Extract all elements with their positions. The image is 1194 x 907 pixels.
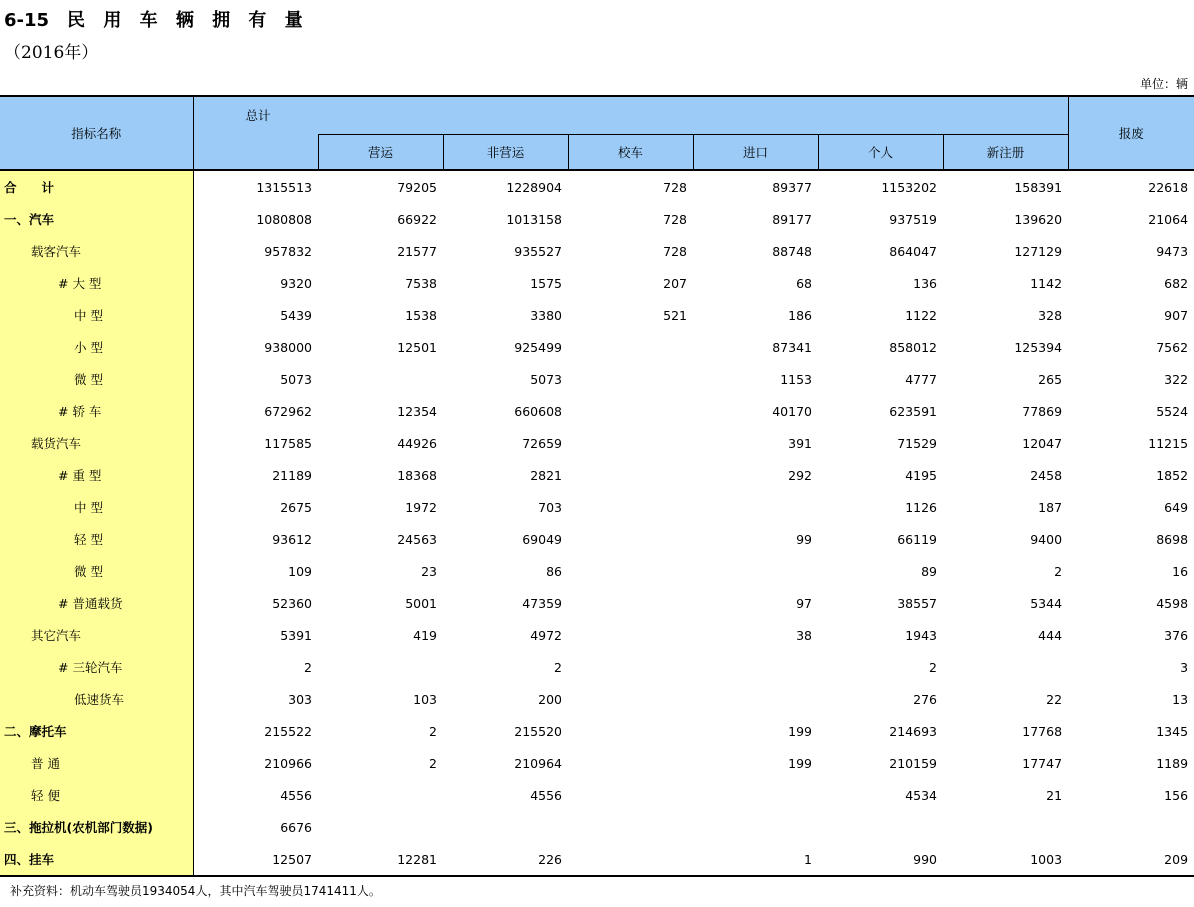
cell-value: 9473 bbox=[1156, 243, 1189, 259]
cell-value: 109 bbox=[288, 563, 312, 579]
cell-value: 276 bbox=[913, 691, 937, 707]
cell-value: 13 bbox=[1172, 691, 1189, 707]
cell-value: 6676 bbox=[280, 819, 312, 835]
cell-value: 4556 bbox=[280, 787, 312, 803]
cell-value: 4556 bbox=[530, 787, 562, 803]
footnote: 补充资料：机动车驾驶员1934054人，其中汽车驾驶员1741411人。 bbox=[10, 884, 381, 898]
table-row bbox=[0, 683, 1194, 715]
cell-value: 99 bbox=[796, 531, 812, 547]
table-row bbox=[0, 779, 1194, 811]
cell-value: 209 bbox=[1068, 843, 1194, 876]
cell-value: 199 bbox=[788, 755, 812, 771]
cell-value: 1575 bbox=[530, 275, 562, 291]
cell-value bbox=[693, 491, 818, 523]
row-label: 低速货车 bbox=[0, 683, 193, 715]
row-label: # 轿 车 bbox=[0, 395, 193, 427]
row-label: 载客汽车 bbox=[0, 235, 193, 267]
row-label: 微 型 bbox=[0, 555, 193, 587]
cell-value: 68 bbox=[796, 275, 812, 291]
table-subtitle: （2016年） bbox=[4, 43, 99, 63]
cell-value: 187 bbox=[1038, 499, 1063, 515]
table-row bbox=[0, 491, 1194, 523]
cell-value: 7562 bbox=[1156, 339, 1189, 355]
cell-value: 303 bbox=[288, 691, 312, 707]
cell-value: 186 bbox=[788, 307, 812, 323]
cell-value: 158391 bbox=[1014, 179, 1063, 195]
cell-value: 4598 bbox=[1156, 595, 1189, 611]
cell-value: 207 bbox=[663, 275, 687, 291]
cell-value bbox=[693, 683, 818, 715]
cell-value bbox=[568, 747, 693, 779]
cell-value bbox=[943, 651, 1068, 683]
cell-value: 22 bbox=[1046, 691, 1063, 707]
cell-value bbox=[568, 395, 693, 427]
cell-value bbox=[318, 779, 443, 811]
cell-value bbox=[568, 491, 693, 523]
cell-value: 2458 bbox=[1030, 467, 1063, 483]
cell-value bbox=[568, 363, 693, 395]
row-label: 一、汽车 bbox=[0, 203, 193, 235]
cell-value: 69049 bbox=[522, 531, 562, 547]
header-sub-col: 营运 bbox=[318, 134, 443, 170]
cell-value: 1153 bbox=[780, 371, 812, 387]
cell-value: 2 bbox=[929, 659, 937, 675]
row-label: 普 通 bbox=[0, 747, 193, 779]
cell-value: 376 bbox=[1164, 627, 1189, 643]
header-indicator-name: 指标名称 bbox=[0, 96, 193, 170]
cell-value: 214693 bbox=[889, 723, 937, 739]
cell-value: 1122 bbox=[905, 307, 937, 323]
cell-value bbox=[568, 459, 693, 491]
cell-value: 265 bbox=[1038, 371, 1063, 387]
cell-value: 703 bbox=[538, 499, 562, 515]
cell-value: 2 bbox=[304, 659, 312, 675]
table-row bbox=[0, 587, 1194, 619]
cell-value: 156 bbox=[1164, 787, 1189, 803]
cell-value: 2675 bbox=[280, 499, 312, 515]
cell-value: 328 bbox=[1038, 307, 1063, 323]
row-label: 其它汽车 bbox=[0, 619, 193, 651]
cell-value: 728 bbox=[663, 243, 687, 259]
table-header bbox=[0, 96, 1194, 170]
cell-value: 5439 bbox=[280, 307, 312, 323]
table-row bbox=[0, 427, 1194, 459]
cell-value: 22618 bbox=[1148, 179, 1189, 195]
cell-value: 21189 bbox=[272, 467, 312, 483]
cell-value: 66922 bbox=[397, 211, 437, 227]
row-label: 小 型 bbox=[0, 331, 193, 363]
cell-value: 4534 bbox=[905, 787, 937, 803]
row-label: 二、摩托车 bbox=[0, 715, 193, 747]
table-title bbox=[4, 6, 309, 32]
cell-value: 5524 bbox=[1156, 403, 1189, 419]
cell-value: 87341 bbox=[772, 339, 812, 355]
header-sub-col: 进口 bbox=[693, 134, 818, 170]
cell-value: 5073 bbox=[280, 371, 312, 387]
cell-value: 660608 bbox=[514, 403, 562, 419]
cell-value: 1228904 bbox=[506, 179, 562, 195]
cell-value bbox=[693, 651, 818, 683]
cell-value bbox=[693, 555, 818, 587]
row-label: # 重 型 bbox=[0, 459, 193, 491]
cell-value: 93612 bbox=[272, 531, 312, 547]
cell-value: 1126 bbox=[905, 499, 937, 515]
cell-value bbox=[568, 651, 693, 683]
cell-value: 907 bbox=[1164, 307, 1189, 323]
cell-value: 210964 bbox=[514, 755, 562, 771]
cell-value: 937519 bbox=[889, 211, 937, 227]
table-row bbox=[0, 235, 1194, 267]
table-row bbox=[0, 651, 1194, 683]
row-label: 轻 便 bbox=[0, 779, 193, 811]
cell-value: 12047 bbox=[1022, 435, 1063, 451]
cell-value: 89177 bbox=[772, 211, 812, 227]
row-label: # 三轮汽车 bbox=[0, 651, 193, 683]
cell-value: 1852 bbox=[1156, 467, 1189, 483]
table-number: 6-15 bbox=[4, 10, 50, 31]
row-label: 载货汽车 bbox=[0, 427, 193, 459]
cell-value: 3 bbox=[1180, 659, 1189, 675]
cell-value: 215522 bbox=[264, 723, 312, 739]
cell-value: 17768 bbox=[1022, 723, 1063, 739]
cell-value bbox=[568, 843, 693, 876]
cell-value: 12354 bbox=[397, 403, 437, 419]
table-row bbox=[0, 555, 1194, 587]
cell-value bbox=[568, 715, 693, 747]
cell-value: 117585 bbox=[264, 435, 312, 451]
cell-value: 292 bbox=[788, 467, 812, 483]
cell-value: 521 bbox=[663, 307, 687, 323]
table-row bbox=[0, 267, 1194, 299]
cell-value: 86 bbox=[546, 563, 562, 579]
table-row bbox=[0, 747, 1194, 779]
cell-value: 1003 bbox=[943, 843, 1068, 876]
row-label: 中 型 bbox=[0, 491, 193, 523]
cell-value: 139620 bbox=[1014, 211, 1063, 227]
cell-value: 3380 bbox=[530, 307, 562, 323]
cell-value: 9400 bbox=[1030, 531, 1063, 547]
cell-value: 623591 bbox=[889, 403, 937, 419]
cell-value bbox=[1068, 811, 1194, 843]
cell-value: 2 bbox=[554, 659, 562, 675]
cell-value: 1345 bbox=[1156, 723, 1189, 739]
table-title-text: 民 用 车 辆 拥 有 量 bbox=[67, 10, 309, 31]
cell-value bbox=[318, 811, 443, 843]
cell-value: 200 bbox=[538, 691, 562, 707]
cell-value: 38 bbox=[796, 627, 812, 643]
cell-value bbox=[693, 779, 818, 811]
cell-value: 136 bbox=[913, 275, 937, 291]
cell-value: 1972 bbox=[405, 499, 437, 515]
table-row bbox=[0, 523, 1194, 555]
cell-value: 16 bbox=[1172, 563, 1189, 579]
cell-value: 4195 bbox=[905, 467, 937, 483]
cell-value: 925499 bbox=[514, 339, 562, 355]
cell-value: 89377 bbox=[772, 179, 812, 195]
cell-value: 682 bbox=[1164, 275, 1189, 291]
cell-value: 1142 bbox=[1030, 275, 1063, 291]
cell-value: 1013158 bbox=[506, 211, 562, 227]
table-row bbox=[0, 331, 1194, 363]
cell-value: 728 bbox=[663, 179, 687, 195]
cell-value: 47359 bbox=[522, 595, 562, 611]
cell-value: 66119 bbox=[897, 531, 937, 547]
cell-value: 1538 bbox=[405, 307, 437, 323]
cell-value: 1 bbox=[693, 843, 818, 876]
cell-value: 23 bbox=[421, 563, 437, 579]
cell-value: 21 bbox=[1046, 787, 1063, 803]
table-row bbox=[0, 459, 1194, 491]
cell-value: 12501 bbox=[397, 339, 437, 355]
cell-value: 215520 bbox=[514, 723, 562, 739]
cell-value: 12507 bbox=[193, 843, 318, 876]
cell-value: 322 bbox=[1164, 371, 1189, 387]
cell-value: 210159 bbox=[889, 755, 937, 771]
row-label: # 大 型 bbox=[0, 267, 193, 299]
cell-value: 5391 bbox=[280, 627, 312, 643]
cell-value: 2 bbox=[1054, 563, 1063, 579]
cell-value: 24563 bbox=[397, 531, 437, 547]
cell-value: 72659 bbox=[522, 435, 562, 451]
cell-value: 9320 bbox=[280, 275, 312, 291]
cell-value: 4777 bbox=[905, 371, 937, 387]
header-sub-col: 校车 bbox=[568, 134, 693, 170]
cell-value bbox=[568, 811, 693, 843]
cell-value: 672962 bbox=[264, 403, 312, 419]
cell-value bbox=[568, 555, 693, 587]
vehicle-table bbox=[0, 95, 1194, 877]
cell-value: 1153202 bbox=[881, 179, 937, 195]
header-sub-col: 个人 bbox=[818, 134, 943, 170]
cell-value: 21577 bbox=[397, 243, 437, 259]
cell-value bbox=[568, 331, 693, 363]
cell-value: 7538 bbox=[405, 275, 437, 291]
row-label: 轻 型 bbox=[0, 523, 193, 555]
cell-value: 40170 bbox=[772, 403, 812, 419]
cell-value: 391 bbox=[788, 435, 812, 451]
cell-value: 44926 bbox=[397, 435, 437, 451]
cell-value: 226 bbox=[443, 843, 568, 876]
table-row bbox=[0, 715, 1194, 747]
cell-value bbox=[568, 619, 693, 651]
cell-value: 2 bbox=[429, 755, 437, 771]
row-label: 中 型 bbox=[0, 299, 193, 331]
cell-value: 8698 bbox=[1156, 531, 1189, 547]
cell-value: 103 bbox=[413, 691, 437, 707]
table-row bbox=[0, 395, 1194, 427]
cell-value: 990 bbox=[818, 843, 943, 876]
cell-value: 649 bbox=[1164, 499, 1189, 515]
cell-value bbox=[568, 523, 693, 555]
row-label: 四、挂车 bbox=[0, 843, 193, 876]
cell-value bbox=[693, 811, 818, 843]
cell-value: 864047 bbox=[889, 243, 937, 259]
cell-value: 97 bbox=[796, 595, 812, 611]
cell-value: 125394 bbox=[1014, 339, 1063, 355]
cell-value: 2821 bbox=[530, 467, 562, 483]
cell-value: 444 bbox=[1038, 627, 1063, 643]
cell-value: 79205 bbox=[397, 179, 437, 195]
cell-value bbox=[568, 779, 693, 811]
cell-value: 4972 bbox=[530, 627, 562, 643]
unit-label: 单位：辆 bbox=[1139, 77, 1188, 91]
header-total-spacer bbox=[193, 134, 318, 170]
cell-value: 199 bbox=[788, 723, 812, 739]
cell-value: 938000 bbox=[264, 339, 312, 355]
cell-value: 71529 bbox=[897, 435, 937, 451]
header-total: 总计 bbox=[193, 96, 1068, 134]
table-row bbox=[0, 299, 1194, 331]
table-row bbox=[0, 811, 1194, 843]
cell-value bbox=[943, 811, 1068, 843]
table-row bbox=[0, 203, 1194, 235]
cell-value: 5344 bbox=[1030, 595, 1063, 611]
cell-value bbox=[443, 811, 568, 843]
table-row bbox=[0, 619, 1194, 651]
cell-value: 210966 bbox=[264, 755, 312, 771]
cell-value: 77869 bbox=[1022, 403, 1063, 419]
cell-value: 18368 bbox=[397, 467, 437, 483]
table-body bbox=[0, 170, 1194, 876]
cell-value: 1189 bbox=[1156, 755, 1189, 771]
cell-value bbox=[318, 363, 443, 395]
cell-value: 17747 bbox=[1022, 755, 1063, 771]
row-label: 微 型 bbox=[0, 363, 193, 395]
table-row bbox=[0, 170, 1194, 203]
cell-value: 52360 bbox=[272, 595, 312, 611]
header-sub-col: 非营运 bbox=[443, 134, 568, 170]
cell-value: 11215 bbox=[1148, 435, 1189, 451]
row-label: # 普通载货 bbox=[0, 587, 193, 619]
cell-value bbox=[568, 427, 693, 459]
cell-value bbox=[568, 587, 693, 619]
cell-value: 935527 bbox=[514, 243, 562, 259]
cell-value: 1943 bbox=[905, 627, 937, 643]
cell-value bbox=[818, 811, 943, 843]
cell-value: 957832 bbox=[264, 243, 312, 259]
cell-value: 419 bbox=[413, 627, 437, 643]
cell-value bbox=[568, 683, 693, 715]
cell-value: 5001 bbox=[405, 595, 437, 611]
table-row bbox=[0, 363, 1194, 395]
cell-value: 89 bbox=[921, 563, 937, 579]
cell-value: 38557 bbox=[897, 595, 937, 611]
cell-value: 21064 bbox=[1148, 211, 1189, 227]
header-scrap: 报废 bbox=[1068, 96, 1194, 170]
cell-value bbox=[318, 651, 443, 683]
cell-value: 1080808 bbox=[256, 211, 312, 227]
cell-value: 127129 bbox=[1014, 243, 1063, 259]
cell-value: 12281 bbox=[318, 843, 443, 876]
cell-value: 88748 bbox=[772, 243, 812, 259]
row-label: 合 计 bbox=[0, 170, 193, 203]
cell-value: 5073 bbox=[530, 371, 562, 387]
table-row bbox=[0, 843, 1194, 876]
header-sub-col: 新注册 bbox=[943, 134, 1068, 170]
cell-value: 1315513 bbox=[256, 179, 312, 195]
cell-value: 2 bbox=[429, 723, 437, 739]
row-label: 三、拖拉机(农机部门数据) bbox=[0, 811, 193, 843]
cell-value: 728 bbox=[663, 211, 687, 227]
cell-value: 858012 bbox=[889, 339, 937, 355]
